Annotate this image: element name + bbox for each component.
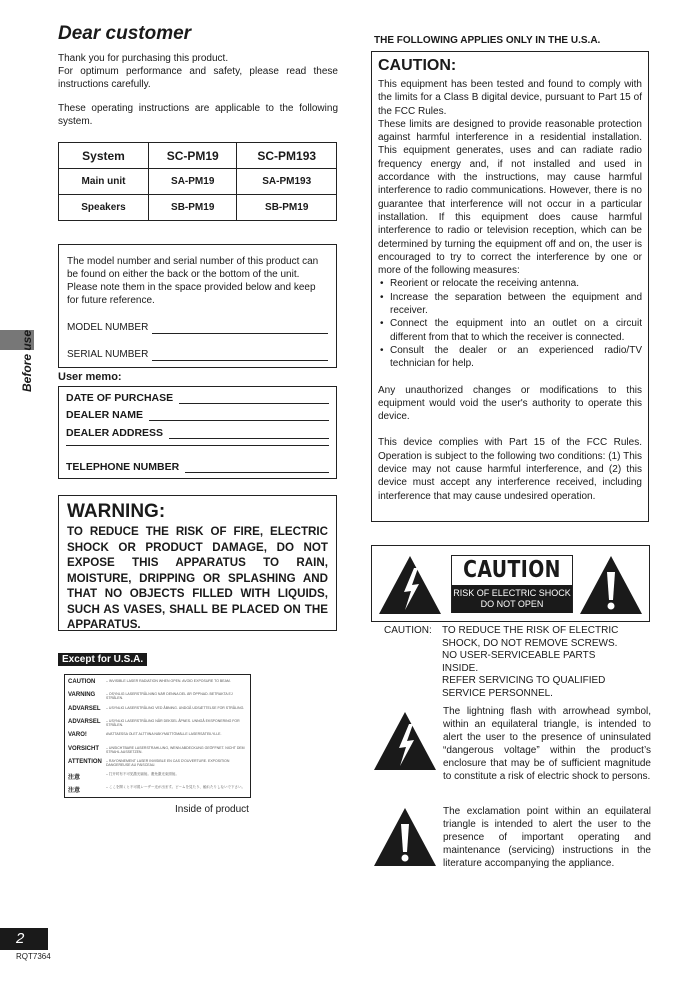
laser-label-row [68,679,247,685]
dealer-address-line [169,429,329,439]
exclamation-triangle-icon [372,806,438,868]
fcc-paragraph-4: This device complies with Part 15 of the FCC Rules. Operation is subject to the following two conditions: (1) This device may not cause harmful interference, and (2) this device must accept any interference received, including interference that may cause undesired operation. [378,437,642,502]
lightning-triangle-icon [377,554,443,616]
list-item: • Reorient or relocate the receiving antenna. [378,277,642,290]
table-cell: SA-PM19 [149,169,237,195]
dealer-address-label: DEALER ADDRESS [66,427,164,439]
laser-label-language: 注意 [68,788,81,795]
system-table [58,142,337,221]
laser-label-text: – ここを開くと不可視レーザー光が出ます。ビームを見たり、触れたりしないで下さい。 [106,785,245,790]
warning-title: WARNING: [67,501,166,522]
placard-line-2: DO NOT OPEN [480,599,544,609]
table-row [59,169,337,195]
table-cell: Speakers [59,195,149,221]
table-header-cell: SC-PM19 [149,143,237,169]
laser-caution-label [64,674,251,798]
page-title: Dear customer [58,23,192,44]
laser-label-row [68,785,247,794]
fcc-measures [378,277,642,370]
table-header-cell: SC-PM193 [237,143,337,169]
inside-product-caption: Inside of product [175,804,249,815]
exclamation-triangle-icon [578,554,644,616]
intro-paragraph [58,52,338,91]
serial-number-label: SERIAL NUMBER [67,349,149,360]
dealer-name-label: DEALER NAME [66,409,144,421]
laser-label-text: – UNSICHTBARE LASERSTRAHLUNG, WENN ABDECKUNG GEÖFFNET. NICHT DEM STRAHL AUSSETZEN. [106,745,245,754]
laser-label-text: – INVISIBLE LASER RADIATION WHEN OPEN. AVOID EXPOSURE TO BEAM. [106,679,231,683]
page-number: 2 [0,928,48,950]
warning-text: TO REDUCE THE RISK OF FIRE, ELECTRIC SHOCK OR PRODUCT DAMAGE, DO NOT EXPOSE THIS APPARATUS TO RAIN, MOISTURE, DRIPPING OR SPLASHING AND THAT NO OBJECTS FILLED WITH LIQUIDS, SUCH AS VASES, SHALL BE PLACED ON THE APPARATUS. [67,525,328,631]
electric-shock-caution [384,625,644,700]
laser-label-language: ADVARSEL [68,718,101,725]
table-header-cell: System [59,143,149,169]
laser-label-row [68,746,247,754]
caution-title: CAUTION: [378,57,457,74]
shock-line: NO USER-SERVICEABLE PARTS [442,650,596,661]
shock-line: INSIDE. [442,662,479,674]
model-number-row [67,321,328,334]
applicable-paragraph: These operating instructions are applicable to the following system. [58,103,338,127]
table-row [59,195,337,221]
laser-label-text: – OSYNLIG LASERSTRÅLNING NÄR DENNA DEL ÄR ÖPPNAD. BETRAKTA EJ STRÅLEN. [106,692,233,701]
caution-placard [451,555,573,613]
laser-label-row [68,732,247,738]
laser-label-row [68,759,247,767]
user-memo-box [58,386,337,479]
caution-placard-subtitle [452,585,572,613]
warning-box [58,495,337,631]
table-header-row [59,143,337,169]
model-number-line [152,324,328,334]
model-code: RQT7364 [16,952,51,961]
date-of-purchase-line [179,394,329,404]
section-tab-label: Before use [20,329,34,392]
laser-label-row [68,719,247,727]
laser-label-language: CAUTION [68,679,96,685]
table-cell: SB-PM19 [237,195,337,221]
laser-label-row [68,706,247,712]
laser-label-text: – USYNLIG LASERSTRÅLING NÅR DEKSEL ÅPNES. UNNGÅ EKSPONERING FOR STRÅLEN. [106,718,240,727]
telephone-line [185,463,329,473]
serial-info-text: The model number and serial number of this product can be found on either the back or the bottom of the unit. Please note them in the space provided below and keep for future reference. [67,256,319,306]
telephone-row [66,461,329,473]
shock-line: SERVICE PERSONNEL. [442,687,553,699]
dealer-name-line [149,411,329,421]
shock-line: SHOCK, DO NOT REMOVE SCREWS. [442,637,618,649]
fcc-paragraph-1: This equipment has been tested and found to comply with the limits for a Class B digital device, pursuant to Part 15 of the FCC Rules. [378,79,642,117]
dealer-address-row [66,427,329,439]
caution-placard-title: CAUTION [463,557,561,583]
table-cell: Main unit [59,169,149,195]
fcc-caution-box [371,51,649,522]
laser-label-row [68,772,247,781]
table-cell: SB-PM19 [149,195,237,221]
shock-line: REFER SERVICING TO QUALIFIED [442,675,606,686]
laser-label-language: 注意 [68,775,81,782]
laser-label-text: – USYNLIG LASERSTRÅLING VED ÅBNING. UNDGÅ UDSÆTTELSE FOR STRÅLING. [106,705,245,710]
lightning-symbol-text: The lightning flash with arrowhead symbol, within an equilateral triangle, is intended to alert the user to the presence of uninsulated “dangerous voltage” within the product’s enclosure that may be of sufficient magnitude to constitute a risk of electric shock to persons. [443,706,651,782]
dealer-address-line-2 [66,445,329,446]
list-item: • Connect the equipment into an outlet on a circuit different from that to which the receiver is connected. [378,317,642,344]
list-item: • Consult the dealer or an experienced radio/TV technician for help. [378,344,642,371]
fcc-paragraph-2: These limits are designed to provide reasonable protection against harmful interference in a residential installation. This equipment generates, uses and can radiate radio frequency energy and, if not installed and used in accordance with the instructions, may cause harmful interference to radio communications. However, there is no guarantee that interference will not occur in a particular installation. If this equipment does cause harmful interference to radio or television reception, which can be determined by turning the equipment off and on, the user is encouraged to try to correct the interference by one or more of the following measures: [378,118,642,277]
fcc-paragraph-3: Any unauthorized changes or modifications to this equipment would void the user's authority to operate this device. [378,384,642,423]
date-of-purchase-label: DATE OF PURCHASE [66,392,174,404]
laser-label-text: AVATTAESSA OLET ALTTIINA NÄKYMÄTTÖMÄLLE LASERSÄTEILYLLE. [106,732,222,737]
laser-label-language: VARO! [68,732,87,739]
shock-caution-text [442,625,644,700]
laser-label-row [68,692,247,700]
user-memo-heading: User memo: [58,371,122,383]
laser-label-language: ATTENTION [68,758,102,765]
table-cell: SA-PM193 [237,169,337,195]
laser-label-language: VORSICHT [68,745,100,752]
shock-caution-label: CAUTION: [384,625,432,636]
laser-label-language: VARNING [68,692,96,699]
dealer-name-row [66,409,329,421]
usa-heading: THE FOLLOWING APPLIES ONLY IN THE U.S.A. [374,35,601,46]
serial-number-row [67,348,328,361]
placard-line-1: RISK OF ELECTRIC SHOCK [453,588,571,598]
lightning-triangle-icon [372,710,438,772]
laser-label-language: ADVARSEL [68,705,101,712]
list-item: • Increase the separation between the equipment and receiver. [378,291,642,318]
intro-line-1: Thank you for purchasing this product. [58,53,229,64]
telephone-label: TELEPHONE NUMBER [66,461,180,473]
exclamation-symbol-text: The exclamation point within an equilateral triangle is intended to alert the user to the presence of important operating and maintenance (servicing) instructions in the literature accompanying the appliance. [443,806,651,869]
model-number-label: MODEL NUMBER [67,322,149,333]
serial-number-box [58,244,337,368]
except-usa-label: Except for U.S.A. [58,653,147,666]
laser-label-text: – RAYONNEMENT LASER INVISIBLE EN CAS D'OUVERTURE. EXPOSITION DANGEREUSE AU FAISCEAU. [106,758,230,767]
serial-number-line [152,351,328,361]
intro-line-2: For optimum performance and safety, please read these instructions carefully. [58,66,338,90]
laser-label-text: – 打开时有不可见激光辐射。避免激光束照射。 [106,772,179,777]
shock-line: TO REDUCE THE RISK OF ELECTRIC [442,625,619,636]
date-of-purchase-row [66,392,329,404]
